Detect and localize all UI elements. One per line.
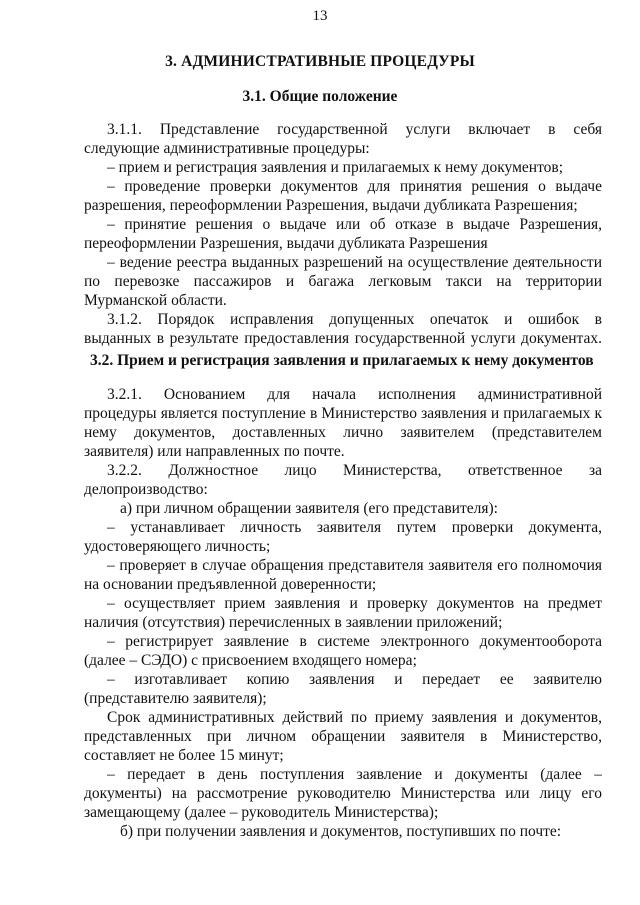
list-item: – прием и регистрация заявления и прилагаемых к нему документов; [107, 159, 564, 176]
list-item: – проведение проверки документов для принятия решения о выдаче [107, 178, 602, 195]
list-item: – принятие решения о выдаче или об отказе в выдаче Разрешения, [107, 216, 602, 233]
paragraph-line: 3.2.2. Должностное лицо Министерства, ответственное за [107, 462, 602, 479]
paragraph-line: на основании предъявленной доверенности; [84, 576, 377, 593]
section-title: 3. АДМИНИСТРАТИВНЫЕ ПРОЦЕДУРЫ [165, 53, 475, 70]
paragraph-line: разрешения, переоформлении Разрешения, выдачи дубликата Разрешения; [84, 197, 578, 214]
paragraph-line: удостоверяющего личность; [84, 538, 271, 555]
paragraph-line: нему документов, доставленных лично заявителем (представителем [84, 424, 602, 441]
paragraph-line: Мурманской области. [84, 292, 227, 309]
list-item: – осуществляет прием заявления и проверку документов на предмет [107, 595, 602, 612]
paragraph-line: переоформлении Разрешения, выдачи дубликата Разрешения [84, 235, 488, 252]
paragraph-line: процедуры является поступление в Министерство заявления и прилагаемых к [84, 405, 602, 422]
list-item: – ведение реестра выданных разрешений на осуществление деятельности [107, 254, 602, 271]
list-item: – изготавливает копию заявления и передает ее заявителю [107, 671, 602, 688]
paragraph-line: б) при получении заявления и документов, поступивших по почте: [120, 823, 562, 840]
paragraph-line: 3.2.1. Основанием для начала исполнения административной [107, 386, 602, 403]
paragraph-line: составляет не более 15 минут; [84, 747, 284, 764]
list-item: – проверяет в случае обращения представителя заявителя его полномочия [107, 557, 602, 574]
paragraph-line: 3.1.2. Порядок исправления допущенных опечаток и ошибок в [107, 311, 602, 328]
list-item: – регистрирует заявление в системе электронного документооборота [107, 633, 602, 650]
paragraph-line: документы) на рассмотрение руководителю Министерства или лицу его [84, 785, 602, 802]
page-number: 13 [312, 8, 328, 24]
subsection-title: 3.1. Общие положение [242, 88, 398, 105]
paragraph-line: следующие административные процедуры: [84, 140, 370, 157]
list-item: – передает в день поступления заявление и документы (далее – [107, 766, 602, 783]
paragraph-line: делопроизводство: [84, 481, 208, 498]
paragraph-line: (далее – СЭДО) с присвоением входящего номера; [84, 652, 417, 669]
paragraph-line: замещающему (далее – руководитель Министерства); [84, 804, 439, 821]
paragraph-line: Срок административных действий по приему заявления и документов, [107, 709, 602, 726]
paragraph-line: 3.1.1. Представление государственной услуги включает в себя [107, 121, 602, 138]
paragraph-line: представленных при личном обращении заявителя в Министерство, [84, 728, 602, 745]
paragraph-line: наличия (отсутствия) перечисленных в заявлении приложений; [84, 614, 503, 631]
subsection-title: 3.2. Прием и регистрация заявления и прилагаемых к нему документов [90, 352, 594, 369]
paragraph-line: а) при личном обращении заявителя (его представителя): [120, 500, 498, 517]
paragraph-line: по перевозке пассажиров и багажа легковым такси на территории [84, 273, 602, 290]
paragraph-line: (представителю заявителя); [84, 690, 267, 707]
paragraph-line: заявителя) или направленных по почте. [84, 443, 345, 460]
paragraph-line: выданных в результате предоставления государственной услуги документах. [84, 330, 602, 347]
list-item: – устанавливает личность заявителя путем проверки документа, [107, 519, 602, 536]
